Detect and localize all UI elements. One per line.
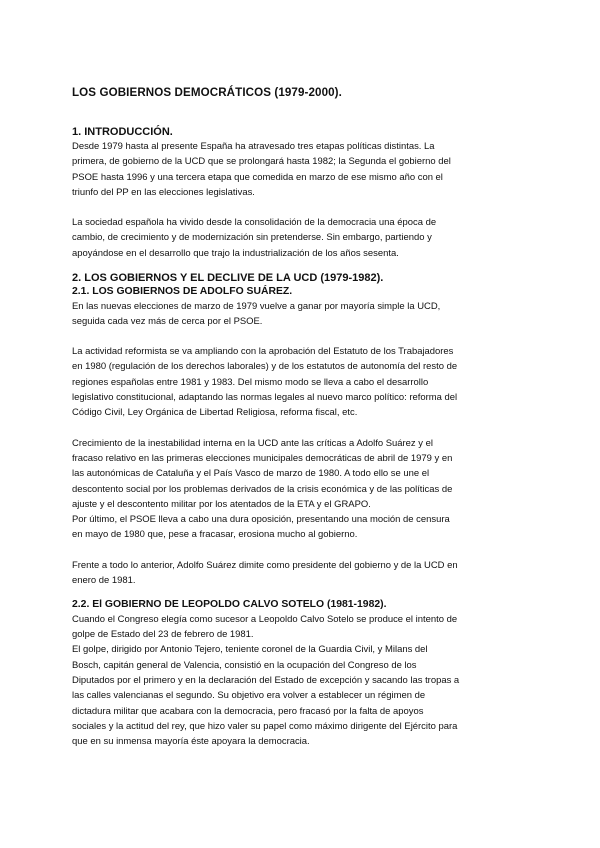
text-line: en mayo de 1980 que, pese a fracasar, erosiona mucho al gobierno.	[72, 529, 358, 541]
text-line: regiones españolas entre 1981 y 1983. Del mismo modo se lleva a cabo el desarrollo	[72, 376, 429, 388]
text-line: Bosch, capitán general de Valencia, consistió en la ocupación del Congreso de los	[72, 659, 417, 671]
text-line: Crecimiento de la inestabilidad interna en la UCD ante las críticas a Adolfo Suárez y el	[72, 437, 433, 449]
text-line: ajuste y el descontento militar por los atentados de la ETA y el GRAPO.	[72, 498, 371, 510]
section-2-1-paragraph-1	[72, 299, 532, 330]
section-2-1-paragraph-2	[72, 344, 532, 420]
text-line: las autonómicas de Cataluña y el País Vasco de marzo de 1980. A todo ello se une el	[72, 468, 430, 480]
text-line: en 1980 (regulación de los derechos laborales) y de los estatutos de autonomía del resto de	[72, 361, 458, 373]
text-line: La actividad reformista se va ampliando con la aprobación del Estatuto de los Trabajadores	[72, 346, 454, 358]
section-2-2-heading: 2.2. El GOBIERNO DE LEOPOLDO CALVO SOTELO (1981-1982).	[72, 599, 387, 611]
text-line: La sociedad española ha vivido desde la consolidación de la democracia una época de	[72, 217, 437, 229]
text-line: PSOE hasta 1996 y una tercera etapa que comedida en marzo de ese mismo año con el	[72, 171, 443, 183]
text-line: golpe de Estado del 23 de febrero de 1981.	[72, 629, 254, 641]
section-2-1-paragraph-4	[72, 558, 532, 589]
text-line: apoyándose en el desarrollo que trajo la industrialización de los años sesenta.	[72, 247, 399, 259]
text-line: El golpe, dirigido por Antonio Tejero, teniente coronel de la Guardia Civil, y Milans del	[72, 644, 428, 656]
text-line: primera, de gobierno de la UCD que se prolongará hasta 1982; la Segunda el gobierno del	[72, 156, 451, 168]
text-line: dictadura militar que acabara con la democracia, pero fracasó por la falta de apoyos	[72, 705, 424, 717]
text-line: Desde 1979 hasta al presente España ha atravesado tres etapas políticas distintas. La	[72, 141, 435, 152]
document-title: LOS GOBIERNOS DEMOCRÁTICOS (1979-2000).	[72, 86, 342, 99]
section-1-paragraph-2	[72, 215, 532, 261]
text-line: sociales y la actitud del rey, que hizo valer su papel como máximo dirigente del Ejército para	[72, 720, 458, 732]
text-line: En las nuevas elecciones de marzo de 1979 vuelve a ganar por mayoría simple la UCD,	[72, 300, 441, 312]
text-line: Por último, el PSOE lleva a cabo una dura oposición, presentando una moción de censura	[72, 514, 450, 526]
section-2-1-paragraph-3	[72, 436, 532, 543]
text-line: triunfo del PP en las elecciones legislativas.	[72, 186, 255, 198]
section-2-heading: 2. LOS GOBIERNOS Y EL DECLIVE DE LA UCD (1979-1982).	[72, 272, 384, 285]
text-line: las calles valencianas el segundo. Su objetivo era volver a establecer un régimen de	[72, 690, 426, 702]
text-line: fracaso relativo en las primeras elecciones municipales democráticas de abril de 1979 y en	[72, 452, 453, 464]
text-line: enero de 1981.	[72, 575, 136, 587]
section-2-2-paragraph-1	[72, 612, 532, 750]
text-line: Diputados por el primero y en la declaración del Estado de excepción y sacando las tropas a	[72, 675, 460, 687]
text-line: Frente a todo lo anterior, Adolfo Suárez dimite como presidente del gobierno y de la UCD en	[72, 559, 458, 571]
section-1-heading: 1. INTRODUCCIÓN.	[72, 126, 173, 138]
text-line: Cuando el Congreso elegía como sucesor a Leopoldo Calvo Sotelo se produce el intento de	[72, 613, 458, 625]
text-line: legislativo constitucional, adaptando las normas legales al nuevo marco político: reforma del	[72, 392, 458, 404]
section-1-paragraph-1	[72, 139, 532, 200]
text-line: seguida cada vez más de cerca por el PSOE.	[72, 315, 263, 327]
document-page	[72, 86, 532, 750]
section-2-1-heading: 2.1. LOS GOBIERNOS DE ADOLFO SUÁREZ.	[72, 286, 293, 298]
text-line: cambio, de crecimiento y de modernización sin pretenderse. Sin embargo, partiendo y	[72, 232, 432, 244]
text-line: que en su inmensa mayoría éste apoyara la democracia.	[72, 736, 310, 748]
text-line: descontento social por los problemas derivados de la crisis económica y de las políticas de	[72, 483, 453, 495]
text-line: Código Civil, Ley Orgánica de Libertad Religiosa, reforma fiscal, etc.	[72, 407, 358, 419]
